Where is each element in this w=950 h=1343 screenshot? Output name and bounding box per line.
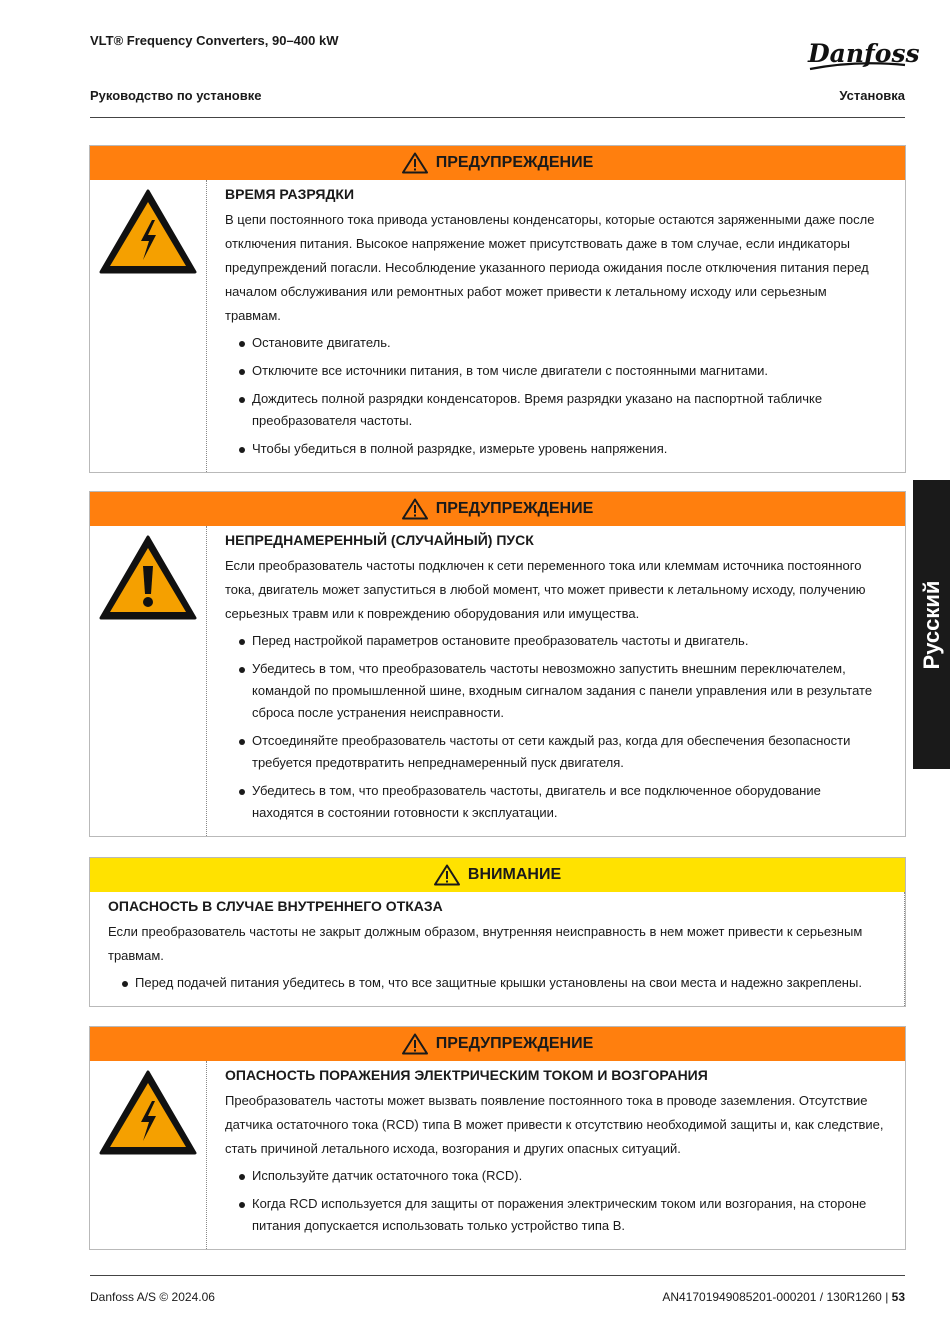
list-item: Перед подачей питания убедитесь в том, что все защитные крышки установлены на свои места и надежно закреплены. — [122, 972, 884, 994]
bullet-list — [225, 332, 885, 460]
list-item: Чтобы убедиться в полной разрядке, измерьте уровень напряжения. — [239, 438, 885, 460]
bullet-list — [108, 972, 884, 994]
list-item: Остановите двигатель. — [239, 332, 885, 354]
high-voltage-icon — [98, 188, 198, 276]
warning-triangle-icon — [402, 1033, 428, 1055]
page-number: 53 — [891, 1290, 905, 1304]
warning-triangle-icon — [434, 864, 460, 886]
document-number: AN41701949085201-000201 / 130R1260 | — [662, 1290, 892, 1304]
warning-header — [90, 1027, 905, 1061]
box-title: ОПАСНОСТЬ ПОРАЖЕНИЯ ЭЛЕКТРИЧЕСКИМ ТОКОМ И ВОЗГОРАНИЯ — [225, 1067, 708, 1083]
warning-header — [90, 492, 905, 526]
warning-box-unintended-start — [89, 491, 906, 837]
high-voltage-icon — [98, 1069, 198, 1157]
caution-header-label: ВНИМАНИЕ — [467, 866, 562, 883]
footer-copyright: Danfoss A/S © 2024.06 — [90, 1290, 215, 1304]
caution-box-internal-failure — [89, 857, 906, 1007]
list-item: Перед настройкой параметров остановите преобразователь частоты и двигатель. — [239, 630, 885, 652]
language-tab — [913, 480, 950, 769]
document-type: Руководство по установке — [90, 88, 262, 103]
section-name: Установка — [839, 88, 905, 103]
warning-triangle-icon — [402, 152, 428, 174]
warning-box-discharge-time — [89, 145, 906, 473]
footer-doc-info — [662, 1290, 905, 1304]
bullet-list — [225, 630, 885, 824]
exclamation-warning-icon — [98, 534, 198, 622]
danfoss-logo-text: Danfoss — [808, 39, 920, 68]
list-item: Используйте датчик остаточного тока (RCD). — [239, 1165, 885, 1187]
list-item: Отсоединяйте преобразователь частоты от сети каждый раз, когда для обеспечения безопасности требуется предотвратить непреднамеренный пуск двигателя. — [239, 730, 885, 774]
caution-header — [90, 858, 905, 892]
warning-header-label: ПРЕДУПРЕЖДЕНИЕ — [435, 154, 594, 171]
warning-triangle-icon — [402, 498, 428, 520]
box-paragraph: Если преобразователь частоты не закрыт должным образом, внутренняя неисправность в нем может привести к серьезным травмам. — [108, 924, 863, 963]
box-title: ОПАСНОСТЬ В СЛУЧАЕ ВНУТРЕННЕГО ОТКАЗА — [108, 898, 443, 914]
box-title: ВРЕМЯ РАЗРЯДКИ — [225, 186, 355, 202]
bullet-list — [225, 1165, 885, 1237]
document-title: VLT® Frequency Converters, 90–400 kW — [90, 33, 339, 48]
box-paragraph: В цепи постоянного тока привода установлены конденсаторы, которые остаются заряженными даже после отключения питания. Высокое напряжение может присутствовать даже в том случае, если индикаторы предупреждений погасли. Несоблюдение указанного периода ожидания после отключения питания перед началом обслуживания или ремонтных работ может привести к летальному исходу или серьезным травмам. — [225, 212, 875, 323]
language-tab-label: Русский — [918, 580, 944, 669]
list-item: Убедитесь в том, что преобразователь частоты невозможно запустить внешним переключателем, командой по промышленной шине, входным сигналом задания с панели управления или в результате сброса после устранения неисправности. — [239, 658, 885, 724]
list-item: Когда RCD используется для защиты от поражения электрическим током или возгорания, на стороне питания допускается использовать только устройство типа B. — [239, 1193, 885, 1237]
list-item: Дождитесь полной разрядки конденсаторов. Время разрядки указано на паспортной табличке преобразователя частоты. — [239, 388, 885, 432]
list-item: Отключите все источники питания, в том числе двигатели с постоянными магнитами. — [239, 360, 885, 382]
list-item: Убедитесь в том, что преобразователь частоты, двигатель и все подключенное оборудование находятся в состоянии готовности к эксплуатации. — [239, 780, 885, 824]
warning-box-electric-shock — [89, 1026, 906, 1250]
footer-divider — [90, 1275, 905, 1276]
warning-header — [90, 146, 905, 180]
box-paragraph: Преобразователь частоты может вызвать появление постоянного тока в проводе заземления. Отсутствие датчика остаточного тока (RCD) типа B может привести к отсутствию необходимой защиты и, как следствие, стать причиной летального исхода, возгорания и других опасных ситуаций. — [225, 1093, 884, 1156]
box-paragraph: Если преобразователь частоты подключен к сети переменного тока или клеммам источника постоянного тока, двигатель может запуститься в любой момент, что может привести к летальному исходу, получению серьезных травм или к повреждению оборудования или имущества. — [225, 558, 866, 621]
box-title: НЕПРЕДНАМЕРЕННЫЙ (СЛУЧАЙНЫЙ) ПУСК — [225, 532, 534, 548]
header-divider — [90, 117, 905, 118]
danfoss-logo — [806, 36, 920, 76]
warning-header-label: ПРЕДУПРЕЖДЕНИЕ — [435, 1035, 594, 1052]
warning-header-label: ПРЕДУПРЕЖДЕНИЕ — [435, 500, 594, 517]
